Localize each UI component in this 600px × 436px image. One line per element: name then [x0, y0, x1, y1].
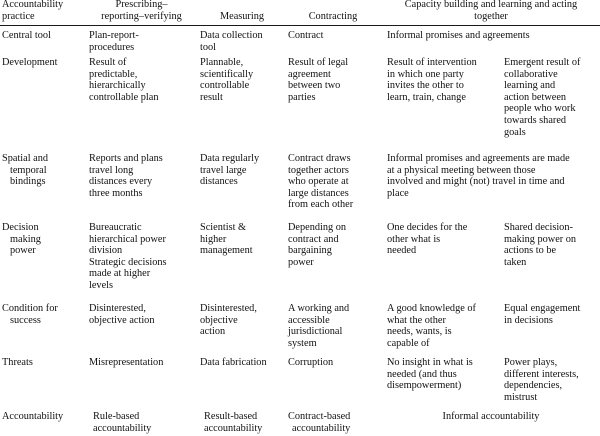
- row-label-condition-for-success: Condition for success: [2, 303, 58, 326]
- row-label-spatial-temporal: Spatial and temporal bindings: [2, 153, 49, 188]
- accountability-contracting: Contract-based accountability: [288, 411, 351, 434]
- development-prescribing: Result of predictable, hierarchically controllable plan: [89, 57, 159, 103]
- spatial-prescribing: Reports and plans travel long distances every three months: [89, 153, 163, 199]
- threats-prescribing: Misrepresentation: [89, 357, 164, 368]
- header-contracting: Contracting: [308, 10, 358, 22]
- decision-capacity-one-decides: One decides for the other what is needed: [387, 222, 468, 257]
- decision-measuring: Scientist & higher management: [200, 222, 253, 257]
- accountability-prescribing: Rule-based accountability: [93, 411, 152, 434]
- condition-measuring: Disinterested, objective action: [200, 303, 257, 338]
- decision-capacity-shared: Shared decision- making power on actions to be taken: [504, 222, 577, 268]
- spatial-capacity: Informal promises and agreements are made at a physical meeting between those involved and might (not) travel in time and place: [387, 153, 570, 199]
- threats-capacity-no-insight: No insight in what is needed (and thus disempowerment): [387, 357, 473, 392]
- central-tool-measuring: Data collection tool: [200, 30, 263, 53]
- development-measuring: Plannable, scientifically controllable result: [200, 57, 254, 103]
- central-tool-prescribing: Plan-report- procedures: [89, 30, 139, 53]
- threats-capacity-power-plays: Power plays, different interests, dependencies, mistrust: [504, 357, 579, 403]
- threats-contracting: Corruption: [288, 357, 334, 368]
- condition-capacity-knowledge: A good knowledge of what the other needs, wants, is capable of: [387, 303, 476, 349]
- row-label-central-tool: Central tool: [2, 30, 51, 41]
- spatial-contracting: Contract draws together actors who operate at large distances from each other: [288, 153, 354, 211]
- row-label-development: Development: [2, 57, 58, 68]
- condition-prescribing: Disinterested, objective action: [89, 303, 155, 326]
- condition-contracting: A working and accessible jurisdictional system: [288, 303, 350, 349]
- accountability-measuring: Result-based accountability: [204, 411, 263, 434]
- header-accountability-practice: Accountability practice: [2, 0, 64, 22]
- header-prescribing-reporting-verifying: Prescribing– reporting–verifying: [101, 0, 182, 22]
- development-contracting: Result of legal agreement between two parties: [288, 57, 349, 103]
- threats-measuring: Data fabrication: [200, 357, 267, 368]
- central-tool-capacity: Informal promises and agreements: [387, 30, 530, 41]
- row-label-accountability: Accountability: [2, 411, 64, 422]
- central-tool-contracting: Contract: [288, 30, 324, 41]
- header-measuring: Measuring: [219, 10, 265, 22]
- accountability-capacity: Informal accountability: [442, 411, 540, 422]
- row-label-decision-making-power: Decision making power: [2, 222, 41, 257]
- decision-contracting: Depending on contract and bargaining power: [288, 222, 347, 268]
- development-capacity-shared: Emergent result of collaborative learning and action between people who work towards shared goals: [504, 57, 581, 138]
- header-rule: [0, 25, 600, 26]
- row-label-threats: Threats: [2, 357, 33, 368]
- decision-prescribing: Bureaucratic hierarchical power division Strategic decisions made at higher levels: [89, 222, 167, 291]
- condition-capacity-equal: Equal engagement in decisions: [504, 303, 581, 326]
- spatial-measuring: Data regularly travel large distances: [200, 153, 260, 188]
- development-capacity-one-party: Result of intervention in which one party invites the other to learn, train, change: [387, 57, 477, 103]
- header-capacity-building: Capacity building and learning and acting together: [404, 0, 578, 22]
